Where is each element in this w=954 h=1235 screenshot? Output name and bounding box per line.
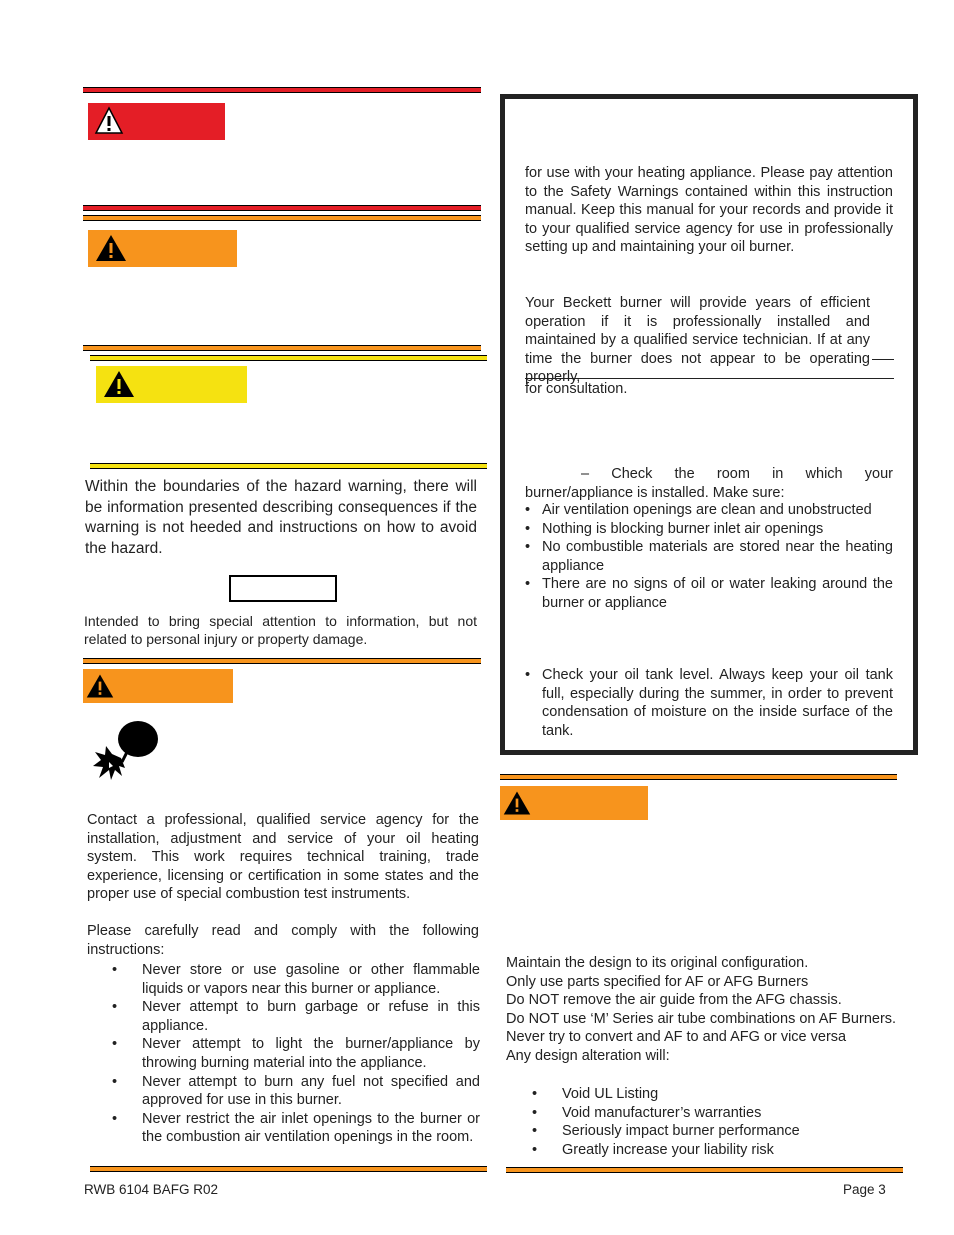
hazard-intro-text: Within the boundaries of the hazard warning, there will be information presented describing consequences if the warning is not heeded and instructions on how to avoid the hazard. — [85, 478, 477, 557]
design-line: Never try to convert and AF to and AFG or vice versa — [506, 1029, 847, 1046]
list-item: • Never store or use gasoline or other flammable liquids or vapors near this burner or appliance. — [105, 961, 480, 998]
warning2-alert-icon — [85, 672, 115, 700]
warning3-alert-icon — [502, 789, 532, 817]
danger-badge — [88, 103, 225, 140]
check-room-text — [525, 465, 893, 502]
warning-rule-bottom — [83, 345, 481, 351]
list-item: • Never attempt to burn garbage or refuse in this appliance. — [105, 998, 480, 1035]
design-line: Do NOT use ‘M’ Series air tube combinations on AF Burners. — [506, 1010, 897, 1027]
warning3-rule-bottom — [506, 1167, 903, 1173]
warning3-badge — [500, 786, 648, 820]
read-instructions-text: Please carefully read and comply with the following instructions: — [87, 923, 479, 958]
list-item: • There are no signs of oil or water leaking around the burner or appliance — [525, 575, 893, 612]
design-line: Only use parts specified for AF or AFG Burners — [506, 973, 809, 990]
design-line: Do NOT remove the air guide from the AFG chassis. — [506, 992, 842, 1009]
notice-text: Intended to bring special attention to information, but not related to personal injury or property damage. — [84, 613, 477, 647]
list-item: • Never attempt to light the burner/appliance by throwing burning material into the appliance. — [105, 1035, 480, 1072]
warning3-rule-top — [500, 774, 897, 780]
design-lines — [506, 954, 901, 1066]
fill-in-line-long — [525, 378, 894, 379]
warning2-rule-bottom — [90, 1166, 487, 1172]
list-item: • Never attempt to burn any fuel not specified and approved for use in this burner. — [105, 1073, 480, 1110]
owner-para-1: for use with your heating appliance. Please pay attention to the Safety Warnings contained within this instruction manual. Keep this manual for your records and provide it to your qualified service agency for use in professionally setting up and maintaining your oil burner. — [525, 165, 893, 256]
doc-number: RWB 6104 BAFG R02 — [84, 1182, 219, 1197]
list-item: • Void UL Listing — [525, 1085, 885, 1104]
warning-badge — [88, 230, 237, 267]
warning2-rule-top — [83, 658, 481, 664]
list-item: • Void manufacturer’s warranties — [525, 1104, 885, 1123]
page-number: Page 3 — [843, 1182, 886, 1197]
contact-text: Contact a professional, qualified service agency for the installation, adjustment and service of your oil heating system. This work requires technical training, trade experience, licensing or certification in some states and the proper use of special combustion test instruments. — [87, 812, 479, 903]
list-item: • No combustible materials are stored near the heating appliance — [525, 538, 893, 575]
list-item: • Nothing is blocking burner inlet air openings — [525, 520, 893, 539]
caution-alert-icon — [102, 369, 136, 399]
warning-rule-top — [83, 215, 481, 221]
warning-alert-icon — [94, 233, 128, 263]
tank-checklist — [525, 666, 893, 740]
danger-rule-bottom — [83, 205, 481, 211]
caution-rule-bottom — [90, 463, 487, 469]
room-checklist — [525, 501, 893, 613]
danger-alert-icon — [94, 106, 124, 136]
warning2-badge — [83, 669, 233, 703]
instruction-list — [105, 961, 480, 1147]
design-line: Any design alteration will: — [506, 1047, 670, 1064]
list-item: • Never restrict the air inlet openings to the burner or the combustion air ventilation openings in the room. — [105, 1110, 480, 1147]
caution-rule-top — [90, 355, 487, 361]
owner-para-2: Your Beckett burner will provide years of efficient operation if it is professionally installed and maintained by a qualified service technician. If at any time the burner does not appear to be operating properly, — [525, 295, 870, 386]
list-item: • Greatly increase your liability risk — [525, 1141, 885, 1160]
fill-in-line-short — [872, 359, 894, 360]
design-line: Maintain the design to its original configuration. — [506, 955, 809, 971]
notice-box — [229, 575, 337, 602]
consultation-text: for consultation. — [525, 381, 628, 397]
list-item: • Seriously impact burner performance — [525, 1122, 885, 1141]
list-item: • Air ventilation openings are clean and unobstructed — [525, 501, 893, 520]
explosion-hazard-icon — [91, 712, 163, 786]
check-room-intro: – Check the room in which your burner/appliance is installed. Make sure: — [525, 466, 893, 501]
list-item: • Check your oil tank level. Always keep your oil tank full, especially during the summer, in order to prevent condensation of moisture on the inside surface of the tank. — [525, 666, 893, 740]
caution-badge — [96, 366, 247, 403]
design-alteration-list — [525, 1085, 885, 1159]
danger-rule-top — [83, 87, 481, 93]
